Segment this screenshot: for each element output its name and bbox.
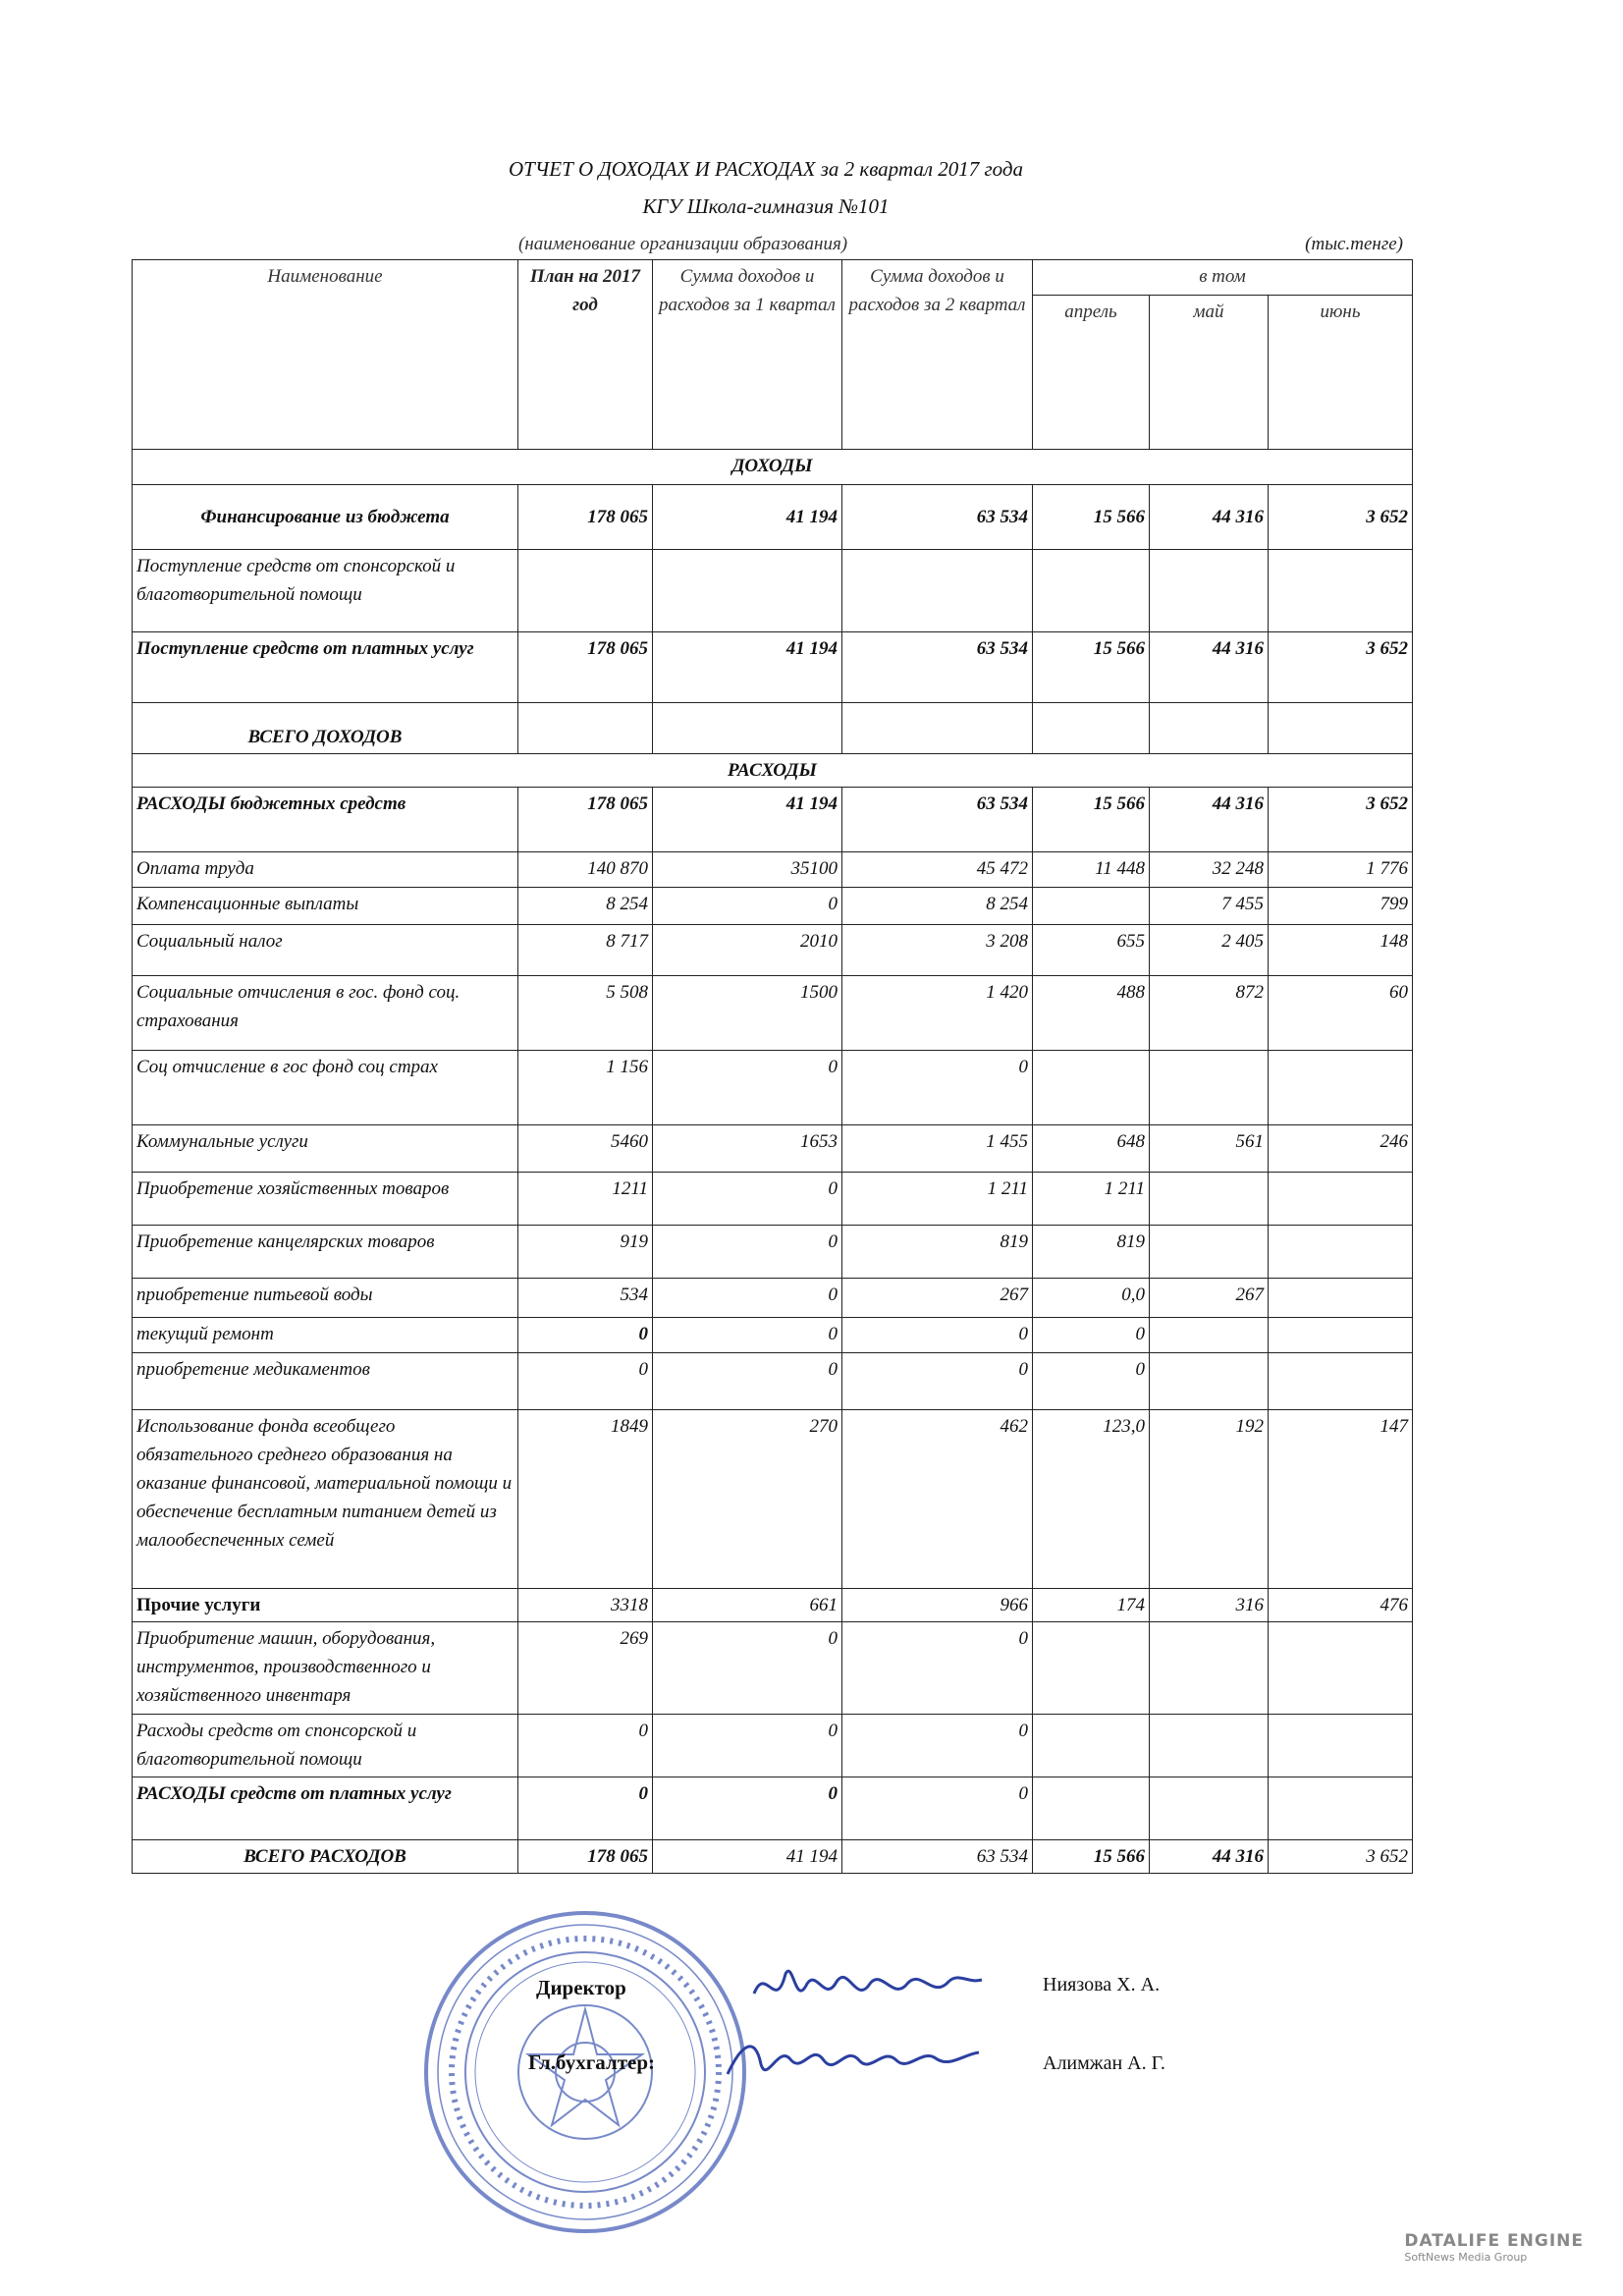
- cell-q2: 0: [842, 1051, 1033, 1125]
- accountant-label: Гл.бухгалтер:: [528, 2050, 656, 2074]
- cell-may: 2 405: [1150, 925, 1269, 976]
- cell-plan: 0: [518, 1353, 653, 1410]
- cell-plan: 1 156: [518, 1051, 653, 1125]
- table-row: [133, 632, 1413, 703]
- cell-april: 648: [1033, 1125, 1150, 1173]
- cell-may: 192: [1150, 1410, 1269, 1589]
- cell-q2: 462: [842, 1410, 1033, 1589]
- cell-plan: 5 508: [518, 976, 653, 1051]
- cell-q1: [653, 550, 842, 632]
- cell-q1: 1500: [653, 976, 842, 1051]
- table-row: [133, 550, 1413, 632]
- cell-q1: 41 194: [653, 788, 842, 852]
- table-row: [133, 1353, 1413, 1410]
- cell-april: 123,0: [1033, 1410, 1150, 1589]
- row-name: Прочие услуги: [133, 1589, 518, 1622]
- cell-june: [1269, 1226, 1413, 1279]
- row-name: Компенсационные выплаты: [133, 888, 518, 925]
- cell-april: [1033, 550, 1150, 632]
- director-label: Директор: [536, 1976, 626, 1999]
- cell-april: [1033, 1622, 1150, 1715]
- accountant-signature: [722, 2025, 987, 2094]
- director-signature: [746, 1954, 992, 2023]
- row-name: приобретение медикаментов: [133, 1353, 518, 1410]
- cell-q2: 966: [842, 1589, 1033, 1622]
- accountant-name: Алимжан А. Г.: [1043, 2052, 1165, 2074]
- row-name: Поступление средств от платных услуг: [133, 632, 518, 703]
- cell-april: 15 566: [1033, 1840, 1150, 1874]
- table-row: [133, 788, 1413, 852]
- cell-june: [1269, 1051, 1413, 1125]
- report-title: ОТЧЕТ О ДОХОДАХ И РАСХОДАХ за 2 квартал 2017 года: [508, 157, 1024, 181]
- cell-plan: 919: [518, 1226, 653, 1279]
- row-name: РАСХОДЫ средств от платных услуг: [133, 1777, 518, 1840]
- cell-june: 476: [1269, 1589, 1413, 1622]
- cell-plan: 178 065: [518, 1840, 653, 1874]
- cell-april: 174: [1033, 1589, 1150, 1622]
- cell-may: 872: [1150, 976, 1269, 1051]
- cell-plan: 534: [518, 1279, 653, 1318]
- cell-q1: 0: [653, 1173, 842, 1226]
- cell-may: [1150, 1715, 1269, 1777]
- cell-q1: 0: [653, 1318, 842, 1353]
- cell-may: [1150, 1226, 1269, 1279]
- row-name: Социальный налог: [133, 925, 518, 976]
- table-row: [133, 1840, 1413, 1874]
- cell-june: 60: [1269, 976, 1413, 1051]
- section-expenses: РАСХОДЫ: [133, 754, 1413, 788]
- table-row: [133, 1318, 1413, 1353]
- cell-june: 3 652: [1269, 1840, 1413, 1874]
- cell-q1: 0: [653, 1226, 842, 1279]
- row-name: Финансирование из бюджета: [133, 485, 518, 550]
- header-q1: Сумма доходов и расходов за 1 квартал: [653, 260, 842, 450]
- cell-q2: 267: [842, 1279, 1033, 1318]
- cell-plan: 3318: [518, 1589, 653, 1622]
- cell-april: [1033, 888, 1150, 925]
- table-row: [133, 1125, 1413, 1173]
- watermark-title: DATALIFE ENGINE: [1404, 2231, 1584, 2251]
- row-name: Приобритение машин, оборудования, инструментов, производственного и хозяйственного инвентаря: [133, 1622, 518, 1715]
- row-name: РАСХОДЫ бюджетных средств: [133, 788, 518, 852]
- cell-plan: [518, 550, 653, 632]
- table-row: [133, 1589, 1413, 1622]
- cell-june: [1269, 1353, 1413, 1410]
- cell-q1: 0: [653, 1279, 842, 1318]
- table-row: [133, 1410, 1413, 1589]
- cell-q1: 0: [653, 1777, 842, 1840]
- cell-april: 11 448: [1033, 852, 1150, 888]
- cell-may: 32 248: [1150, 852, 1269, 888]
- cell-plan: 269: [518, 1622, 653, 1715]
- cell-april: 15 566: [1033, 632, 1150, 703]
- row-name: приобретение питьевой воды: [133, 1279, 518, 1318]
- cell-june: 147: [1269, 1410, 1413, 1589]
- cell-may: [1150, 1353, 1269, 1410]
- director-name: Ниязова Х. А.: [1043, 1974, 1161, 1995]
- row-name: Поступление средств от спонсорской и благотворительной помощи: [133, 550, 518, 632]
- cell-q1: 661: [653, 1589, 842, 1622]
- cell-june: [1269, 1622, 1413, 1715]
- cell-plan: 0: [518, 1318, 653, 1353]
- cell-may: 561: [1150, 1125, 1269, 1173]
- cell-q2: 1 455: [842, 1125, 1033, 1173]
- cell-plan: 178 065: [518, 632, 653, 703]
- cell-may: 267: [1150, 1279, 1269, 1318]
- cell-june: 3 652: [1269, 485, 1413, 550]
- cell-june: 1 776: [1269, 852, 1413, 888]
- cell-june: [1269, 1318, 1413, 1353]
- unit-label: (тыс.тенге): [1305, 234, 1403, 254]
- cell-q1: 2010: [653, 925, 842, 976]
- cell-q2: 0: [842, 1622, 1033, 1715]
- cell-april: 15 566: [1033, 788, 1150, 852]
- watermark-subtitle: SoftNews Media Group: [1404, 2251, 1528, 2264]
- cell-april: [1033, 1777, 1150, 1840]
- cell-june: [1269, 703, 1413, 754]
- table-row: [133, 852, 1413, 888]
- cell-april: [1033, 1715, 1150, 1777]
- cell-plan: 178 065: [518, 788, 653, 852]
- cell-q1: 41 194: [653, 485, 842, 550]
- cell-q2: 1 211: [842, 1173, 1033, 1226]
- cell-plan: 0: [518, 1777, 653, 1840]
- section-income: ДОХОДЫ: [133, 450, 1413, 485]
- cell-q1: 41 194: [653, 1840, 842, 1874]
- cell-april: 1 211: [1033, 1173, 1150, 1226]
- cell-may: 7 455: [1150, 888, 1269, 925]
- row-name: Приобретение хозяйственных товаров: [133, 1173, 518, 1226]
- table-row: [133, 1715, 1413, 1777]
- cell-may: 44 316: [1150, 632, 1269, 703]
- table-row: [133, 1051, 1413, 1125]
- organization-name: КГУ Школа-гимназия №101: [642, 194, 890, 218]
- watermark: [1404, 2231, 1584, 2264]
- cell-april: 819: [1033, 1226, 1150, 1279]
- cell-may: [1150, 550, 1269, 632]
- cell-april: 15 566: [1033, 485, 1150, 550]
- cell-may: [1150, 1051, 1269, 1125]
- cell-plan: 8 717: [518, 925, 653, 976]
- cell-q2: 0: [842, 1353, 1033, 1410]
- cell-june: 3 652: [1269, 632, 1413, 703]
- cell-q2: [842, 703, 1033, 754]
- cell-june: [1269, 1173, 1413, 1226]
- cell-april: 0: [1033, 1318, 1150, 1353]
- cell-q2: 63 534: [842, 485, 1033, 550]
- row-name: ВСЕГО ДОХОДОВ: [133, 703, 518, 754]
- cell-plan: 5460: [518, 1125, 653, 1173]
- cell-plan: 0: [518, 1715, 653, 1777]
- row-name: Коммунальные услуги: [133, 1125, 518, 1173]
- table-row: [133, 1777, 1413, 1840]
- cell-plan: [518, 703, 653, 754]
- cell-q1: 1653: [653, 1125, 842, 1173]
- cell-may: [1150, 1777, 1269, 1840]
- cell-q2: 0: [842, 1715, 1033, 1777]
- cell-q2: 63 534: [842, 788, 1033, 852]
- cell-april: [1033, 1051, 1150, 1125]
- cell-april: 655: [1033, 925, 1150, 976]
- table-row: [133, 925, 1413, 976]
- row-name: Соц отчисление в гос фонд соц страх: [133, 1051, 518, 1125]
- cell-may: 44 316: [1150, 788, 1269, 852]
- cell-june: [1269, 550, 1413, 632]
- row-name: Оплата труда: [133, 852, 518, 888]
- cell-q1: 270: [653, 1410, 842, 1589]
- cell-q1: 0: [653, 1622, 842, 1715]
- cell-q2: 0: [842, 1318, 1033, 1353]
- organization-caption: (наименование организации образования): [518, 234, 848, 254]
- cell-q1: 0: [653, 888, 842, 925]
- cell-may: [1150, 703, 1269, 754]
- cell-plan: 8 254: [518, 888, 653, 925]
- row-name: Использование фонда всеобщего обязательного среднего образования на оказание финансовой, материальной помощи и обеспечение бесплатным питанием детей из малообеспеченных семей: [133, 1410, 518, 1589]
- cell-q1: 35100: [653, 852, 842, 888]
- cell-plan: 140 870: [518, 852, 653, 888]
- cell-q1: 0: [653, 1051, 842, 1125]
- cell-may: [1150, 1173, 1269, 1226]
- cell-q2: [842, 550, 1033, 632]
- cell-april: 0,0: [1033, 1279, 1150, 1318]
- table-row: [133, 1226, 1413, 1279]
- cell-june: 246: [1269, 1125, 1413, 1173]
- table-row: [133, 1279, 1413, 1318]
- header-april: апрель: [1033, 296, 1150, 450]
- cell-may: 44 316: [1150, 1840, 1269, 1874]
- cell-june: [1269, 1715, 1413, 1777]
- cell-q2: 63 534: [842, 632, 1033, 703]
- cell-plan: 1211: [518, 1173, 653, 1226]
- cell-plan: 178 065: [518, 485, 653, 550]
- cell-q2: 45 472: [842, 852, 1033, 888]
- table-row: [133, 1173, 1413, 1226]
- report-table: [132, 259, 1413, 1874]
- cell-q1: 0: [653, 1353, 842, 1410]
- table-row: [133, 888, 1413, 925]
- header-plan: План на 2017 год: [518, 260, 653, 450]
- row-name: ВСЕГО РАСХОДОВ: [133, 1840, 518, 1874]
- header-including: в том: [1033, 260, 1413, 296]
- table-row: [133, 976, 1413, 1051]
- cell-may: [1150, 1318, 1269, 1353]
- table-row: [133, 703, 1413, 754]
- cell-may: [1150, 1622, 1269, 1715]
- cell-june: 799: [1269, 888, 1413, 925]
- row-name: Приобретение канцелярских товаров: [133, 1226, 518, 1279]
- cell-q1: 0: [653, 1715, 842, 1777]
- cell-q2: 1 420: [842, 976, 1033, 1051]
- cell-q2: 0: [842, 1777, 1033, 1840]
- header-q2: Сумма доходов и расходов за 2 квартал: [842, 260, 1033, 450]
- cell-june: [1269, 1279, 1413, 1318]
- cell-june: [1269, 1777, 1413, 1840]
- cell-april: [1033, 703, 1150, 754]
- cell-q2: 63 534: [842, 1840, 1033, 1874]
- table-row: [133, 1622, 1413, 1715]
- cell-q2: 3 208: [842, 925, 1033, 976]
- cell-june: 3 652: [1269, 788, 1413, 852]
- header-june: июнь: [1269, 296, 1413, 450]
- cell-may: 316: [1150, 1589, 1269, 1622]
- row-name: Расходы средств от спонсорской и благотворительной помощи: [133, 1715, 518, 1777]
- cell-q1: [653, 703, 842, 754]
- cell-q2: 8 254: [842, 888, 1033, 925]
- row-name: текущий ремонт: [133, 1318, 518, 1353]
- header-name: Наименование: [133, 260, 518, 450]
- cell-may: 44 316: [1150, 485, 1269, 550]
- cell-q2: 819: [842, 1226, 1033, 1279]
- header-may: май: [1150, 296, 1269, 450]
- cell-june: 148: [1269, 925, 1413, 976]
- row-name: Социальные отчисления в гос. фонд соц. страхования: [133, 976, 518, 1051]
- cell-plan: 1849: [518, 1410, 653, 1589]
- cell-april: 488: [1033, 976, 1150, 1051]
- cell-q1: 41 194: [653, 632, 842, 703]
- cell-april: 0: [1033, 1353, 1150, 1410]
- table-row: [133, 485, 1413, 550]
